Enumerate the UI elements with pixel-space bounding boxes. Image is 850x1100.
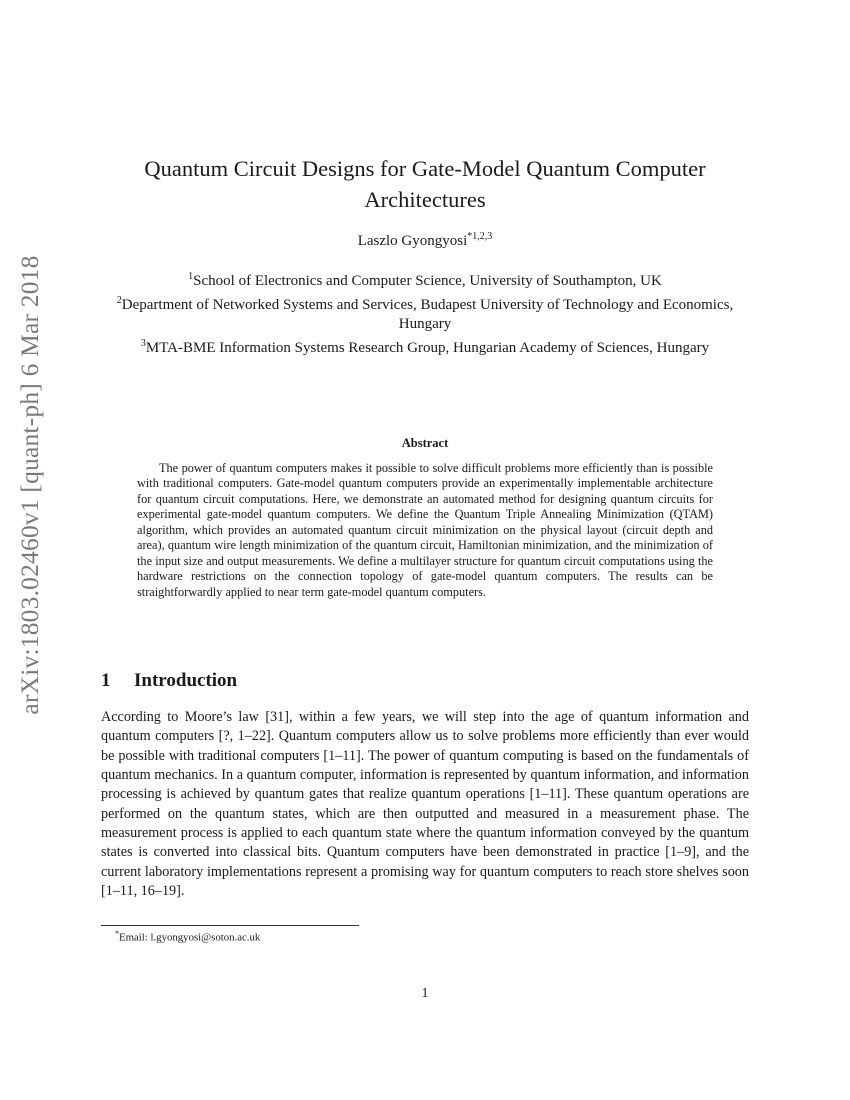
section-title: Introduction bbox=[134, 670, 238, 691]
affiliation-1: $^1$School of Electronics and Computer Science, University of Southampton, UK bbox=[188, 271, 662, 289]
footnote bbox=[115, 929, 260, 944]
affiliation-2: $^2$Department of Networked Systems and Services, Budapest University of Technology and Economics, Hungary bbox=[116, 295, 734, 332]
arxiv-identifier-stamp bbox=[0, 255, 60, 715]
paper-title: Quantum Circuit Designs for Gate-Model Quantum Computer Architectures bbox=[144, 156, 706, 212]
abstract-body: The power of quantum computers makes it possible to solve difficult problems more efficiently than is possible with traditional computers. Gate-model quantum computers provide an experimentally implementable architecture for quantum circuit computations. Here, we demonstrate an automated method for designing quantum circuits for experimental gate-model quantum computers. We define the Quantum Triple Annealing Minimization (QTAM) algorithm, which provides an automated quantum circuit minimization on the physical layout (circuit depth and area), quantum wire length minimization of the quantum circuit, Hamiltonian minimization, and the minimization of the input size and output measurements. We define a multilayer structure for quantum circuit computations using the hardware restrictions on the connection topology of gate-model quantum computers. The results can be straightforwardly applied to near term gate-model quantum computers. bbox=[137, 461, 713, 599]
introduction-body: According to Moore’s law [31], within a few years, we will step into the age of quantum information and quantum computers [?, 1–22]. Quantum computers allow us to solve problems more efficiently than ever would be possible with traditional computers [1–11]. The power of quantum computing is based on the fundamentals of quantum mechanics. In a quantum computer, information is represented by quantum information, and information processing is achieved by quantum gates that realize quantum operations [1–11]. These quantum operations are performed on the quantum states, which are then outputted and measured in a measurement phase. The measurement process is applied to each quantum state where the quantum information conveyed by the quantum states is converted into classical bits. Quantum computers have been demonstrated in practice [1–9], and the current laboratory implementations represent a promising way for quantum computers to reach store shelves soon [1–11, 16–19]. bbox=[101, 709, 749, 900]
arxiv-id-text: arXiv:1803.02460v1 [quant-ph] 6 Mar 2018 bbox=[15, 255, 44, 715]
footnote-mark: * bbox=[115, 929, 119, 938]
footnote-rule bbox=[101, 925, 359, 926]
affiliations bbox=[100, 267, 750, 358]
section-heading bbox=[101, 670, 237, 692]
footnote-text: Email: l.gyongyosi@soton.ac.uk bbox=[119, 931, 261, 944]
page-number: 1 bbox=[421, 986, 429, 1001]
author-affiliation-marks: *1,2,3 bbox=[467, 231, 493, 242]
section-number: 1 bbox=[101, 670, 111, 691]
affiliation-3: $^3$MTA-BME Information Systems Research Group, Hungarian Academy of Sciences, Hungary bbox=[140, 338, 710, 356]
abstract-heading: Abstract bbox=[401, 436, 449, 450]
author-line bbox=[100, 231, 750, 250]
author-name: Laszlo Gyongyosi bbox=[357, 233, 468, 249]
